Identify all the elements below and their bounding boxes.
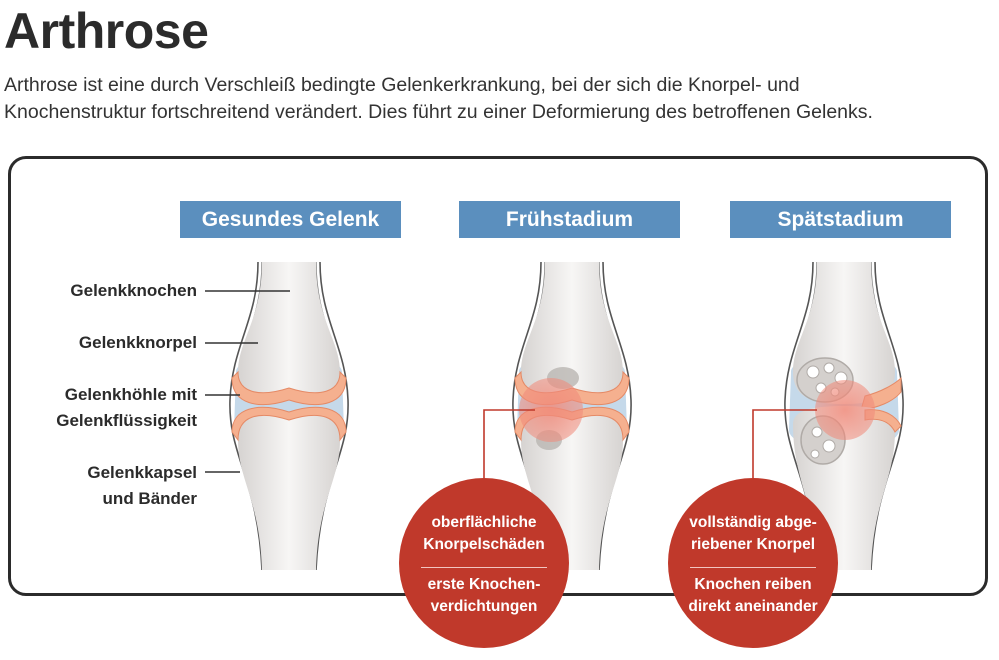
intro-line-1: Arthrose ist eine durch Verschleiß bedingte Gelenkerkrankung, bei der sich die Knorpel- und	[4, 74, 800, 96]
lower-bone	[238, 415, 340, 570]
callout-late: vollständig abge- riebener Knorpel Knochen reiben direkt aneinander	[668, 478, 838, 648]
stage-header-early: Frühstadium	[459, 201, 680, 238]
stage-header-late: Spätstadium	[730, 201, 951, 238]
callout-divider	[421, 567, 547, 568]
page-title: Arthrose	[4, 3, 209, 59]
stage-header-healthy: Gesundes Gelenk	[180, 201, 401, 238]
label-cavity: Gelenkhöhle mit Gelenkflüssigkeit	[56, 385, 197, 430]
callout-divider	[690, 567, 816, 568]
callout-early: oberflächliche Knorpelschäden erste Knochen- verdichtungen	[399, 478, 569, 648]
label-cartilage: Gelenkknorpel	[78, 333, 197, 352]
joint-healthy	[230, 262, 348, 570]
upper-bone	[238, 262, 340, 393]
label-bone: Gelenkknochen	[70, 281, 197, 300]
label-capsule: Gelenkkapsel und Bänder	[87, 463, 197, 508]
damage-highlight	[815, 380, 875, 440]
intro-line-2: Knochenstruktur fortschreitend verändert. Dies führt zu einer Deformierung des betroffenen Gelenks.	[4, 101, 873, 123]
